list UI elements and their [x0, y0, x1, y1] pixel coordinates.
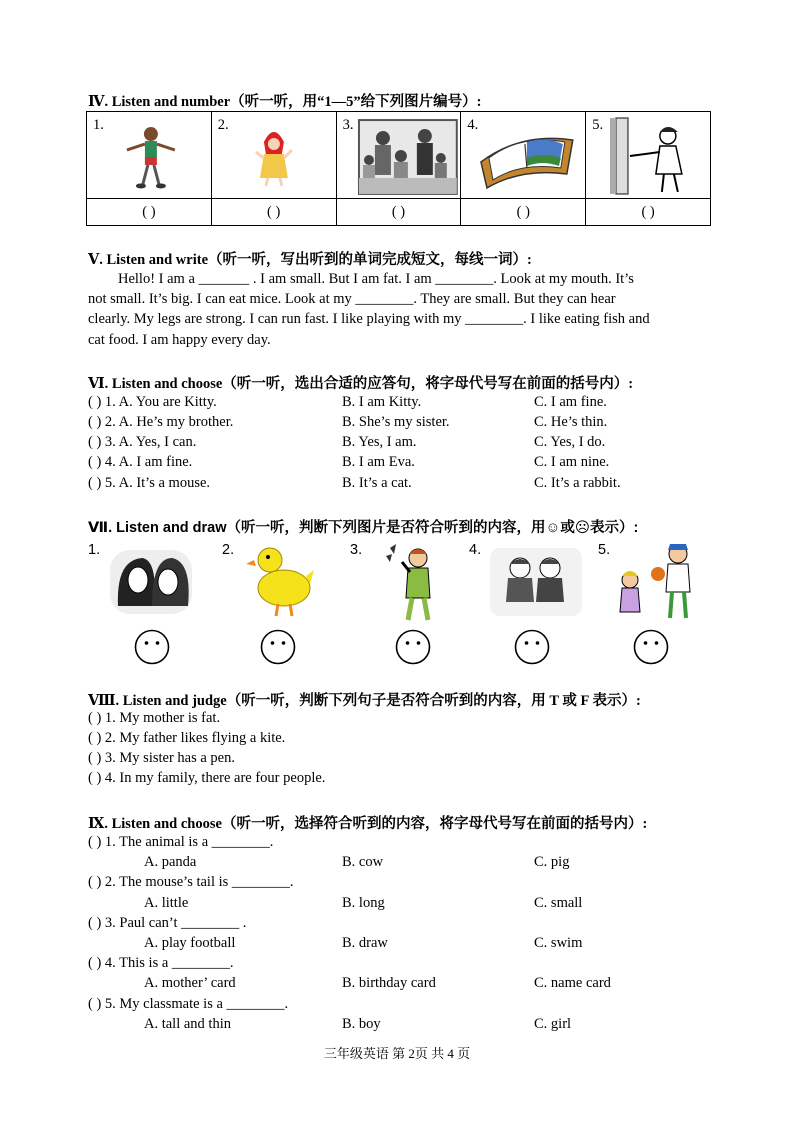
- smiley-face-icon[interactable]: [633, 629, 669, 665]
- section-6-title: Ⅵ. Listen and choose（听一听，选出合适的应答句，将字母代号写在前面的括号内）:: [88, 376, 634, 392]
- picture-cell-2: [211, 112, 336, 199]
- judge-item: ( ) 2. My father likes flying a kite.: [88, 730, 286, 746]
- picture-number: 5.: [592, 117, 604, 133]
- picture-cell-1: [87, 112, 212, 199]
- answer-blank[interactable]: ( ): [87, 199, 212, 226]
- question-item: ( ) 3. A. Yes, I can.: [88, 434, 197, 450]
- picture-number: 2.: [217, 117, 229, 133]
- question-item: ( ) 4. A. I am fine.: [88, 454, 193, 470]
- answer-blank[interactable]: ( ): [211, 199, 336, 226]
- section-9-title: Ⅸ. Listen and choose（听一听，选择符合听到的内容，将字母代号写在前面的括号内）:: [88, 816, 648, 832]
- option-b: B. cow: [342, 854, 384, 870]
- girl-red-hood-icon: [212, 112, 336, 198]
- option-b: B. long: [342, 895, 385, 911]
- picture-cell-4: [461, 112, 586, 199]
- section-8-title: Ⅷ. Listen and judge（听一听，判断下列句子是否符合听到的内容，用 T 或 F 表示）:: [88, 693, 641, 709]
- option-b: B. boy: [342, 1016, 381, 1032]
- option-b: B. Yes, I am.: [342, 434, 417, 450]
- draw-number: 5.: [598, 542, 611, 558]
- draw-number: 4.: [469, 542, 482, 558]
- question-item: ( ) 3. Paul can’t ________ .: [88, 915, 247, 931]
- draw-number: 1.: [88, 542, 101, 558]
- option-a: A. tall and thin: [144, 1016, 231, 1032]
- judge-item: ( ) 4. In my family, there are four people.: [88, 770, 326, 786]
- listen-write-paragraph: [88, 269, 710, 350]
- option-b: B. birthday card: [342, 975, 436, 991]
- picture-number: 1.: [93, 117, 104, 133]
- question-item: ( ) 5. My classmate is a ________.: [88, 996, 289, 1012]
- question-item: ( ) 2. A. He’s my brother.: [88, 414, 234, 430]
- draw-number: 2.: [222, 542, 235, 558]
- two-boys-icon: [488, 546, 584, 618]
- option-c: C. girl: [534, 1016, 572, 1032]
- question-item: ( ) 2. The mouse’s tail is ________.: [88, 874, 294, 890]
- answer-blank[interactable]: ( ): [336, 199, 461, 226]
- question-item: ( ) 5. A. It’s a mouse.: [88, 475, 211, 491]
- picture-cell-3: [336, 112, 461, 199]
- option-c: C. He’s thin.: [534, 414, 608, 430]
- option-c: C. Yes, I do.: [534, 434, 606, 450]
- smiley-face-icon[interactable]: [260, 629, 296, 665]
- family-photo-icon: [337, 112, 461, 198]
- question-item: ( ) 1. A. You are Kitty.: [88, 394, 217, 410]
- open-book-icon: [461, 112, 585, 198]
- option-c: C. It’s a rabbit.: [534, 475, 621, 491]
- smiley-face-icon[interactable]: [514, 629, 550, 665]
- option-c: C. I am fine.: [534, 394, 607, 410]
- smiley-face-icon[interactable]: [395, 629, 431, 665]
- man-singing-icon: [382, 542, 446, 624]
- page-footer: 三年级英语 第 2页 共 4 页: [323, 1046, 471, 1061]
- judge-item: ( ) 3. My sister has a pen.: [88, 750, 235, 766]
- smiley-face-icon[interactable]: [134, 629, 170, 665]
- picture-number: 3.: [342, 117, 354, 133]
- option-b: B. I am Kitty.: [342, 394, 422, 410]
- question-item: ( ) 4. This is a ________.: [88, 955, 234, 971]
- option-b: B. She’s my sister.: [342, 414, 450, 430]
- option-c: C. small: [534, 895, 583, 911]
- children-basketball-icon: [616, 540, 702, 624]
- judge-item: ( ) 1. My mother is fat.: [88, 710, 221, 726]
- draw-number: 3.: [350, 542, 363, 558]
- section-7-title: Ⅶ. Listen and draw（听一听，判断下列图片是否符合听到的内容，用☺或☹表示）:: [88, 520, 639, 536]
- girl-opening-door-icon: [586, 112, 710, 198]
- picture-cell-5: [586, 112, 711, 199]
- option-b: B. It’s a cat.: [342, 475, 412, 491]
- paragraph-line: not small. It’s big. I can eat mice. Look at my ________. They are small. But they can hear: [88, 291, 616, 308]
- paragraph-line: Hello! I am a _______ . I am small. But I am fat. I am ________. Look at my mouth. It’s: [118, 271, 634, 287]
- option-c: C. pig: [534, 854, 570, 870]
- answer-blank[interactable]: ( ): [461, 199, 586, 226]
- paragraph-line: clearly. My legs are strong. I can run fast. I like playing with my ________. I like eating fish and: [88, 311, 650, 328]
- question-item: ( ) 1. The animal is a ________.: [88, 834, 274, 850]
- option-a: A. play football: [144, 935, 236, 951]
- option-a: A. panda: [144, 854, 197, 870]
- section-4-title: Ⅳ. Listen and number（听一听，用“1—5”给下列图片编号）:: [88, 94, 482, 110]
- section-5-title: Ⅴ. Listen and write（听一听，写出听到的单词完成短文，每线一词）:: [88, 252, 532, 268]
- dancing-man-icon: [87, 112, 211, 198]
- answer-blank[interactable]: ( ): [586, 199, 711, 226]
- option-a: A. mother’ card: [144, 975, 236, 991]
- option-c: C. I am nine.: [534, 454, 610, 470]
- paragraph-line: cat food. I am happy every day.: [88, 331, 271, 348]
- option-c: C. swim: [534, 935, 583, 951]
- option-c: C. name card: [534, 975, 611, 991]
- option-b: B. I am Eva.: [342, 454, 415, 470]
- picture-number: 4.: [467, 117, 479, 133]
- option-b: B. draw: [342, 935, 388, 951]
- picture-number-table: [86, 111, 711, 226]
- option-a: A. little: [144, 895, 189, 911]
- duck-icon: [246, 542, 316, 622]
- two-girls-icon: [108, 546, 194, 618]
